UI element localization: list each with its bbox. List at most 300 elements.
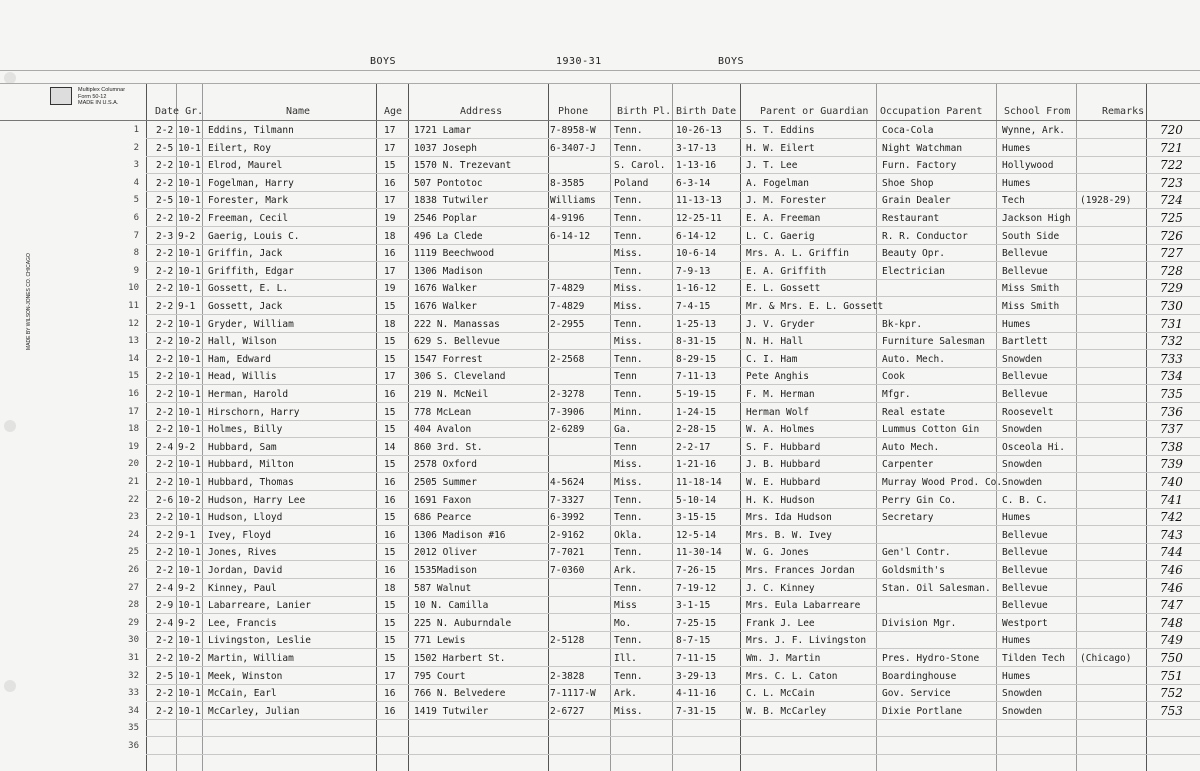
col-header-name: Name: [286, 106, 311, 117]
row-birth-date: 8-29-15: [676, 353, 717, 365]
grid-row-line: [146, 261, 1200, 262]
row-birth-place: Miss.: [614, 283, 643, 295]
row-address: 1676 Walker: [414, 283, 477, 295]
row-occupation: Gov. Service: [882, 688, 951, 700]
row-birth-date: 1-24-15: [676, 406, 717, 418]
grid-row-line: [146, 367, 1200, 368]
row-address: 1838 Tutwiler: [414, 195, 489, 207]
grid-column-line: [1146, 83, 1147, 771]
row-occupation: Cook: [882, 371, 905, 383]
maker-label: MADE BY WILSON-JONES CO. CHICAGO: [26, 253, 32, 350]
row-birth-place: Tenn.: [614, 125, 643, 136]
row-birth-date: 11-30-14: [676, 547, 722, 559]
row-school: Miss Smith: [1002, 283, 1060, 295]
row-date: 2-2: [156, 336, 174, 348]
row-school: Miss Smith: [1002, 301, 1060, 312]
row-birth-place: Ga.: [614, 424, 632, 436]
row-phone: 6-3407-J: [550, 142, 596, 154]
row-phone: Williams: [550, 195, 596, 207]
grid-column-line: [740, 83, 741, 771]
row-occupation: Auto. Mech.: [882, 353, 945, 365]
grid-column-line: [146, 83, 147, 771]
row-birth-place: Miss: [614, 600, 637, 612]
row-birth-date: 8-31-15: [676, 336, 717, 348]
row-birth-date: 2-2-17: [676, 441, 711, 453]
row-occupation: Stan. Oil Salesman.: [882, 582, 991, 594]
row-phone: 7-3327: [550, 494, 585, 506]
row-birth-place: Okla.: [614, 529, 643, 541]
row-name: Jordan, David: [208, 565, 283, 576]
row-birth-place: Tenn.: [614, 230, 643, 242]
row-handwritten-number: 744: [1160, 545, 1183, 560]
row-age: 17: [384, 670, 396, 682]
row-school: South Side: [1002, 230, 1060, 242]
row-age: 15: [384, 653, 396, 664]
row-occupation: Night Watchman: [882, 142, 963, 154]
row-age: 15: [384, 635, 396, 647]
row-parent: J. C. Kinney: [746, 582, 815, 594]
row-grade: 10-1: [178, 705, 201, 717]
col-header-date-gr: Date Gr.: [155, 106, 204, 117]
row-name: Holmes, Billy: [208, 424, 283, 436]
row-name: Gossett, Jack: [208, 301, 283, 312]
row-parent: Mrs. Eula Labarreare: [746, 600, 861, 612]
row-number: 19: [128, 441, 139, 452]
row-age: 19: [384, 213, 396, 224]
row-age: 15: [384, 600, 396, 612]
row-date: 2-6: [156, 494, 174, 506]
row-handwritten-number: 743: [1160, 527, 1183, 542]
row-phone: 2-3278: [550, 389, 585, 400]
row-birth-place: Tenn.: [614, 512, 643, 524]
grid-column-line: [876, 83, 877, 771]
row-birth-date: 8-7-15: [676, 635, 711, 647]
row-number: 15: [128, 371, 139, 382]
grid-row-line: [146, 455, 1200, 456]
row-grade: 10-2: [178, 494, 201, 506]
row-name: Herman, Harold: [208, 389, 289, 400]
row-phone: 2-9162: [550, 529, 585, 541]
row-name: Hubbard, Thomas: [208, 477, 294, 488]
row-parent: Pete Anghis: [746, 371, 809, 383]
row-parent: E. A. Freeman: [746, 213, 821, 224]
row-address: 1306 Madison: [414, 265, 483, 277]
row-handwritten-number: 746: [1160, 563, 1183, 577]
row-birth-date: 3-29-13: [676, 670, 717, 682]
row-address: 629 S. Bellevue: [414, 336, 500, 348]
row-address: 1535Madison: [414, 565, 477, 576]
row-number: 10: [128, 283, 139, 294]
row-birth-place: Miss.: [614, 301, 643, 312]
row-date: 2-2: [156, 529, 174, 541]
row-birth-place: Tenn.: [614, 265, 643, 277]
row-number: 27: [128, 582, 139, 593]
grid-row-line: [146, 437, 1200, 438]
row-number: 13: [128, 336, 139, 347]
grid-row-line: [0, 70, 1200, 71]
row-handwritten-number: 724: [1160, 193, 1183, 208]
grid-row-line: [146, 490, 1200, 491]
row-school: Humes: [1002, 177, 1031, 189]
row-birth-place: S. Carol.: [614, 160, 666, 172]
grid-column-line: [408, 83, 409, 771]
row-occupation: Gen'l Contr.: [882, 547, 951, 559]
grid-row-line: [146, 402, 1200, 403]
row-phone: 6-3992: [550, 512, 585, 524]
row-name: Gaerig, Louis C.: [208, 230, 300, 242]
row-grade: 10-1: [178, 406, 201, 418]
row-age: 15: [384, 336, 396, 348]
row-parent: J. M. Forester: [746, 195, 827, 207]
row-date: 2-2: [156, 635, 174, 647]
row-parent: J. V. Gryder: [746, 318, 815, 330]
row-birth-place: Ark.: [614, 565, 637, 576]
row-remarks: (Chicago): [1080, 653, 1132, 664]
row-birth-date: 10-26-13: [676, 125, 722, 136]
row-birth-date: 3-15-15: [676, 512, 717, 524]
row-school: Tilden Tech: [1002, 653, 1065, 664]
row-phone: 2-6727: [550, 705, 585, 717]
row-parent: Mrs. Ida Hudson: [746, 512, 832, 524]
row-age: 15: [384, 160, 396, 172]
row-grade: 10-1: [178, 353, 201, 365]
col-header-address: Address: [460, 106, 503, 117]
col-header-parent: Parent or Guardian: [760, 106, 869, 117]
row-phone: 7-4829: [550, 301, 585, 312]
row-grade: 10-1: [178, 565, 201, 576]
row-handwritten-number: 737: [1160, 422, 1183, 437]
row-school: Hollywood: [1002, 160, 1054, 172]
row-number: 24: [128, 529, 139, 540]
row-age: 17: [384, 371, 396, 383]
row-name: Hudson, Lloyd: [208, 512, 283, 524]
row-number: 17: [128, 406, 139, 417]
row-date: 2-5: [156, 195, 174, 207]
grid-row-line: [146, 191, 1200, 192]
row-address: 860 3rd. St.: [414, 441, 483, 453]
row-name: McCarley, Julian: [208, 705, 300, 717]
row-phone: 2-2955: [550, 318, 585, 330]
row-number: 12: [128, 318, 139, 329]
row-parent: Mrs. Frances Jordan: [746, 565, 855, 576]
row-grade: 10-1: [178, 283, 201, 295]
row-birth-place: Miss.: [614, 336, 643, 348]
row-occupation: Restaurant: [882, 213, 940, 224]
row-grade: 10-2: [178, 336, 201, 348]
row-grade: 9-1: [178, 301, 196, 312]
row-school: Snowden: [1002, 688, 1043, 700]
row-number: 28: [128, 600, 139, 611]
row-phone: 7-7021: [550, 547, 585, 559]
row-phone: 6-14-12: [550, 230, 591, 242]
row-parent: W. E. Hubbard: [746, 477, 821, 488]
row-grade: 10-1: [178, 160, 201, 172]
row-age: 15: [384, 617, 396, 629]
row-age: 16: [384, 494, 396, 506]
row-parent: Herman Wolf: [746, 406, 809, 418]
row-birth-date: 3-17-13: [676, 142, 717, 154]
row-occupation: Auto Mech.: [882, 441, 940, 453]
row-number: 11: [128, 301, 139, 311]
grid-column-line: [376, 83, 377, 771]
row-number: 33: [128, 688, 139, 699]
row-handwritten-number: 733: [1160, 351, 1183, 366]
grid-row-line: [146, 719, 1200, 720]
row-address: 2505 Summer: [414, 477, 477, 488]
grid-row-line: [146, 525, 1200, 526]
row-date: 2-5: [156, 670, 174, 682]
row-age: 16: [384, 248, 396, 260]
row-birth-date: 1-16-12: [676, 283, 717, 295]
row-number: 34: [128, 705, 139, 716]
row-handwritten-number: 728: [1160, 263, 1183, 278]
row-occupation: Mfgr.: [882, 389, 911, 400]
row-grade: 10-1: [178, 265, 201, 277]
row-name: Hubbard, Milton: [208, 459, 294, 471]
row-age: 16: [384, 565, 396, 576]
row-birth-date: 2-28-15: [676, 424, 717, 436]
row-birth-date: 3-1-15: [676, 600, 711, 612]
row-grade: 10-1: [178, 424, 201, 436]
row-grade: 10-1: [178, 248, 201, 260]
row-school: Humes: [1002, 512, 1031, 524]
grid-row-line: [0, 83, 1200, 84]
row-handwritten-number: 751: [1160, 668, 1183, 683]
row-handwritten-number: 748: [1160, 615, 1183, 630]
grid-row-line: [146, 279, 1200, 280]
row-age: 15: [384, 512, 396, 524]
row-number: 26: [128, 565, 139, 575]
row-school: Bartlett: [1002, 336, 1048, 348]
row-date: 2-2: [156, 406, 174, 418]
grid-column-line: [672, 83, 673, 771]
row-age: 15: [384, 459, 396, 471]
row-address: 507 Pontotoc: [414, 177, 483, 189]
row-name: Freeman, Cecil: [208, 213, 289, 224]
row-number: 36: [128, 741, 139, 751]
row-birth-place: Ark.: [614, 688, 637, 700]
row-school: Osceola Hi.: [1002, 441, 1065, 453]
row-birth-place: Tenn.: [614, 547, 643, 559]
row-date: 2-2: [156, 213, 174, 224]
row-birth-date: 5-19-15: [676, 389, 717, 400]
row-occupation: Pres. Hydro-Stone: [882, 653, 980, 664]
row-birth-date: 7-25-15: [676, 617, 717, 629]
grid-row-line: [146, 173, 1200, 174]
row-name: Kinney, Paul: [208, 582, 277, 594]
row-age: 19: [384, 283, 396, 295]
grid-row-line: [146, 684, 1200, 685]
row-phone: 2-3828: [550, 670, 585, 682]
row-school: Bellevue: [1002, 529, 1048, 541]
grid-row-line: [146, 296, 1200, 297]
row-birth-place: Tenn.: [614, 318, 643, 330]
col-header-phone: Phone: [558, 106, 589, 117]
row-birth-date: 6-3-14: [676, 177, 711, 189]
row-name: Forester, Mark: [208, 195, 289, 207]
row-age: 16: [384, 477, 396, 488]
row-age: 18: [384, 230, 396, 242]
row-handwritten-number: 721: [1160, 140, 1183, 155]
row-name: McCain, Earl: [208, 688, 277, 700]
row-age: 17: [384, 265, 396, 277]
row-date: 2-2: [156, 248, 174, 260]
grid-row-line: [146, 736, 1200, 737]
row-birth-place: Miss.: [614, 459, 643, 471]
row-age: 17: [384, 142, 396, 154]
row-date: 2-4: [156, 441, 174, 453]
row-handwritten-number: 720: [1160, 123, 1183, 137]
row-occupation: Shoe Shop: [882, 177, 934, 189]
row-age: 16: [384, 389, 396, 400]
wilson-jones-logo: [38, 85, 138, 111]
row-date: 2-2: [156, 160, 174, 172]
row-parent: F. M. Herman: [746, 389, 815, 400]
row-grade: 10-1: [178, 195, 201, 207]
row-number: 31: [128, 653, 139, 663]
row-phone: 7-3906: [550, 406, 585, 418]
row-grade: 10-1: [178, 688, 201, 700]
row-address: 686 Pearce: [414, 512, 472, 524]
row-number: 2: [133, 142, 139, 153]
row-parent: N. H. Hall: [746, 336, 804, 348]
row-handwritten-number: 741: [1160, 492, 1183, 507]
row-occupation: Furniture Salesman: [882, 336, 985, 348]
row-date: 2-2: [156, 512, 174, 524]
row-birth-date: 7-26-15: [676, 565, 717, 576]
row-school: Snowden: [1002, 424, 1043, 436]
row-occupation: Perry Gin Co.: [882, 494, 957, 506]
row-name: Elrod, Maurel: [208, 160, 283, 172]
grid-column-line: [548, 83, 549, 771]
row-school: Snowden: [1002, 353, 1043, 365]
grid-row-line: [146, 613, 1200, 614]
row-name: Head, Willis: [208, 371, 277, 383]
row-name: Hall, Wilson: [208, 336, 277, 348]
row-age: 15: [384, 406, 396, 418]
row-age: 16: [384, 529, 396, 541]
row-grade: 10-1: [178, 142, 201, 154]
row-birth-place: Tenn.: [614, 494, 643, 506]
row-handwritten-number: 736: [1160, 404, 1183, 419]
row-birth-place: Tenn.: [614, 213, 643, 224]
row-occupation: Bk-kpr.: [882, 318, 923, 330]
row-address: 1721 Lamar: [414, 125, 472, 136]
row-birth-date: 1-13-16: [676, 160, 717, 172]
row-phone: 8-3585: [550, 177, 585, 189]
row-name: Griffith, Edgar: [208, 265, 294, 277]
row-birth-date: 4-11-16: [676, 688, 717, 700]
row-birth-place: Tenn.: [614, 389, 643, 400]
row-number: 4: [133, 177, 139, 188]
row-grade: 9-1: [178, 529, 196, 541]
row-grade: 10-1: [178, 371, 201, 383]
row-address: 10 N. Camilla: [414, 600, 489, 612]
grid-row-line: [146, 384, 1200, 385]
row-grade: 9-2: [178, 582, 196, 594]
row-grade: 9-2: [178, 441, 196, 453]
row-number: 3: [133, 160, 139, 171]
row-grade: 10-1: [178, 670, 201, 682]
row-birth-place: Tenn.: [614, 635, 643, 647]
row-address: 587 Walnut: [414, 582, 472, 594]
grid-row-line: [146, 420, 1200, 421]
row-name: Ivey, Floyd: [208, 529, 271, 541]
row-school: Humes: [1002, 635, 1031, 647]
row-number: 6: [133, 213, 139, 223]
row-parent: W. G. Jones: [746, 547, 809, 559]
grid-row-line: [146, 701, 1200, 702]
row-handwritten-number: 727: [1160, 246, 1183, 261]
row-phone: 4-9196: [550, 213, 585, 224]
row-date: 2-2: [156, 389, 174, 400]
row-birth-place: Miss.: [614, 477, 643, 488]
row-parent: E. A. Griffith: [746, 265, 827, 277]
row-date: 2-9: [156, 600, 174, 612]
row-address: 219 N. McNeil: [414, 389, 489, 400]
grid-row-line: [146, 156, 1200, 157]
row-handwritten-number: 742: [1160, 510, 1183, 525]
row-address: 1306 Madison #16: [414, 529, 506, 541]
grid-column-line: [176, 83, 177, 771]
row-grade: 10-1: [178, 177, 201, 189]
row-phone: 7-8958-W: [550, 125, 596, 136]
row-birth-date: 7-19-12: [676, 582, 717, 594]
row-parent: H. W. Eilert: [746, 142, 815, 154]
row-occupation: Lummus Cotton Gin: [882, 424, 980, 436]
row-parent: W. B. McCarley: [746, 705, 827, 717]
row-number: 9: [133, 265, 139, 276]
row-phone: 2-2568: [550, 353, 585, 365]
row-handwritten-number: 746: [1160, 580, 1183, 595]
row-address: 2546 Poplar: [414, 213, 477, 224]
row-age: 16: [384, 688, 396, 700]
row-name: Labarreare, Lanier: [208, 600, 311, 612]
row-occupation: Division Mgr.: [882, 617, 957, 629]
row-number: 21: [128, 477, 139, 487]
row-phone: 4-5624: [550, 477, 585, 488]
row-address: 1502 Harbert St.: [414, 653, 506, 664]
row-address: 225 N. Auburndale: [414, 617, 512, 629]
grid-column-line: [1076, 83, 1077, 771]
grid-row-line: [146, 244, 1200, 245]
row-handwritten-number: 735: [1160, 387, 1183, 401]
row-name: Eilert, Roy: [208, 142, 271, 154]
row-phone: 2-6289: [550, 424, 585, 436]
row-name: Jones, Rives: [208, 547, 277, 559]
row-age: 18: [384, 582, 396, 594]
row-occupation: Grain Dealer: [882, 195, 951, 207]
row-parent: Mrs. B. W. Ivey: [746, 529, 832, 541]
row-handwritten-number: 749: [1160, 633, 1183, 648]
row-birth-place: Tenn.: [614, 582, 643, 594]
row-parent: W. A. Holmes: [746, 424, 815, 436]
row-parent: J. B. Hubbard: [746, 459, 821, 471]
row-school: Snowden: [1002, 705, 1043, 717]
row-handwritten-number: 740: [1160, 475, 1183, 489]
row-address: 795 Court: [414, 670, 466, 682]
grid-row-line: [146, 596, 1200, 597]
row-grade: 9-2: [178, 617, 196, 629]
col-header-occupation: Occupation Parent: [880, 106, 983, 117]
row-phone: 7-1117-W: [550, 688, 596, 700]
row-birth-date: 12-25-11: [676, 213, 722, 224]
row-name: Hudson, Harry Lee: [208, 494, 306, 506]
row-school: Humes: [1002, 142, 1031, 154]
row-handwritten-number: 729: [1160, 281, 1183, 296]
row-name: Livingston, Leslie: [208, 635, 311, 647]
grid-row-line: [146, 578, 1200, 579]
